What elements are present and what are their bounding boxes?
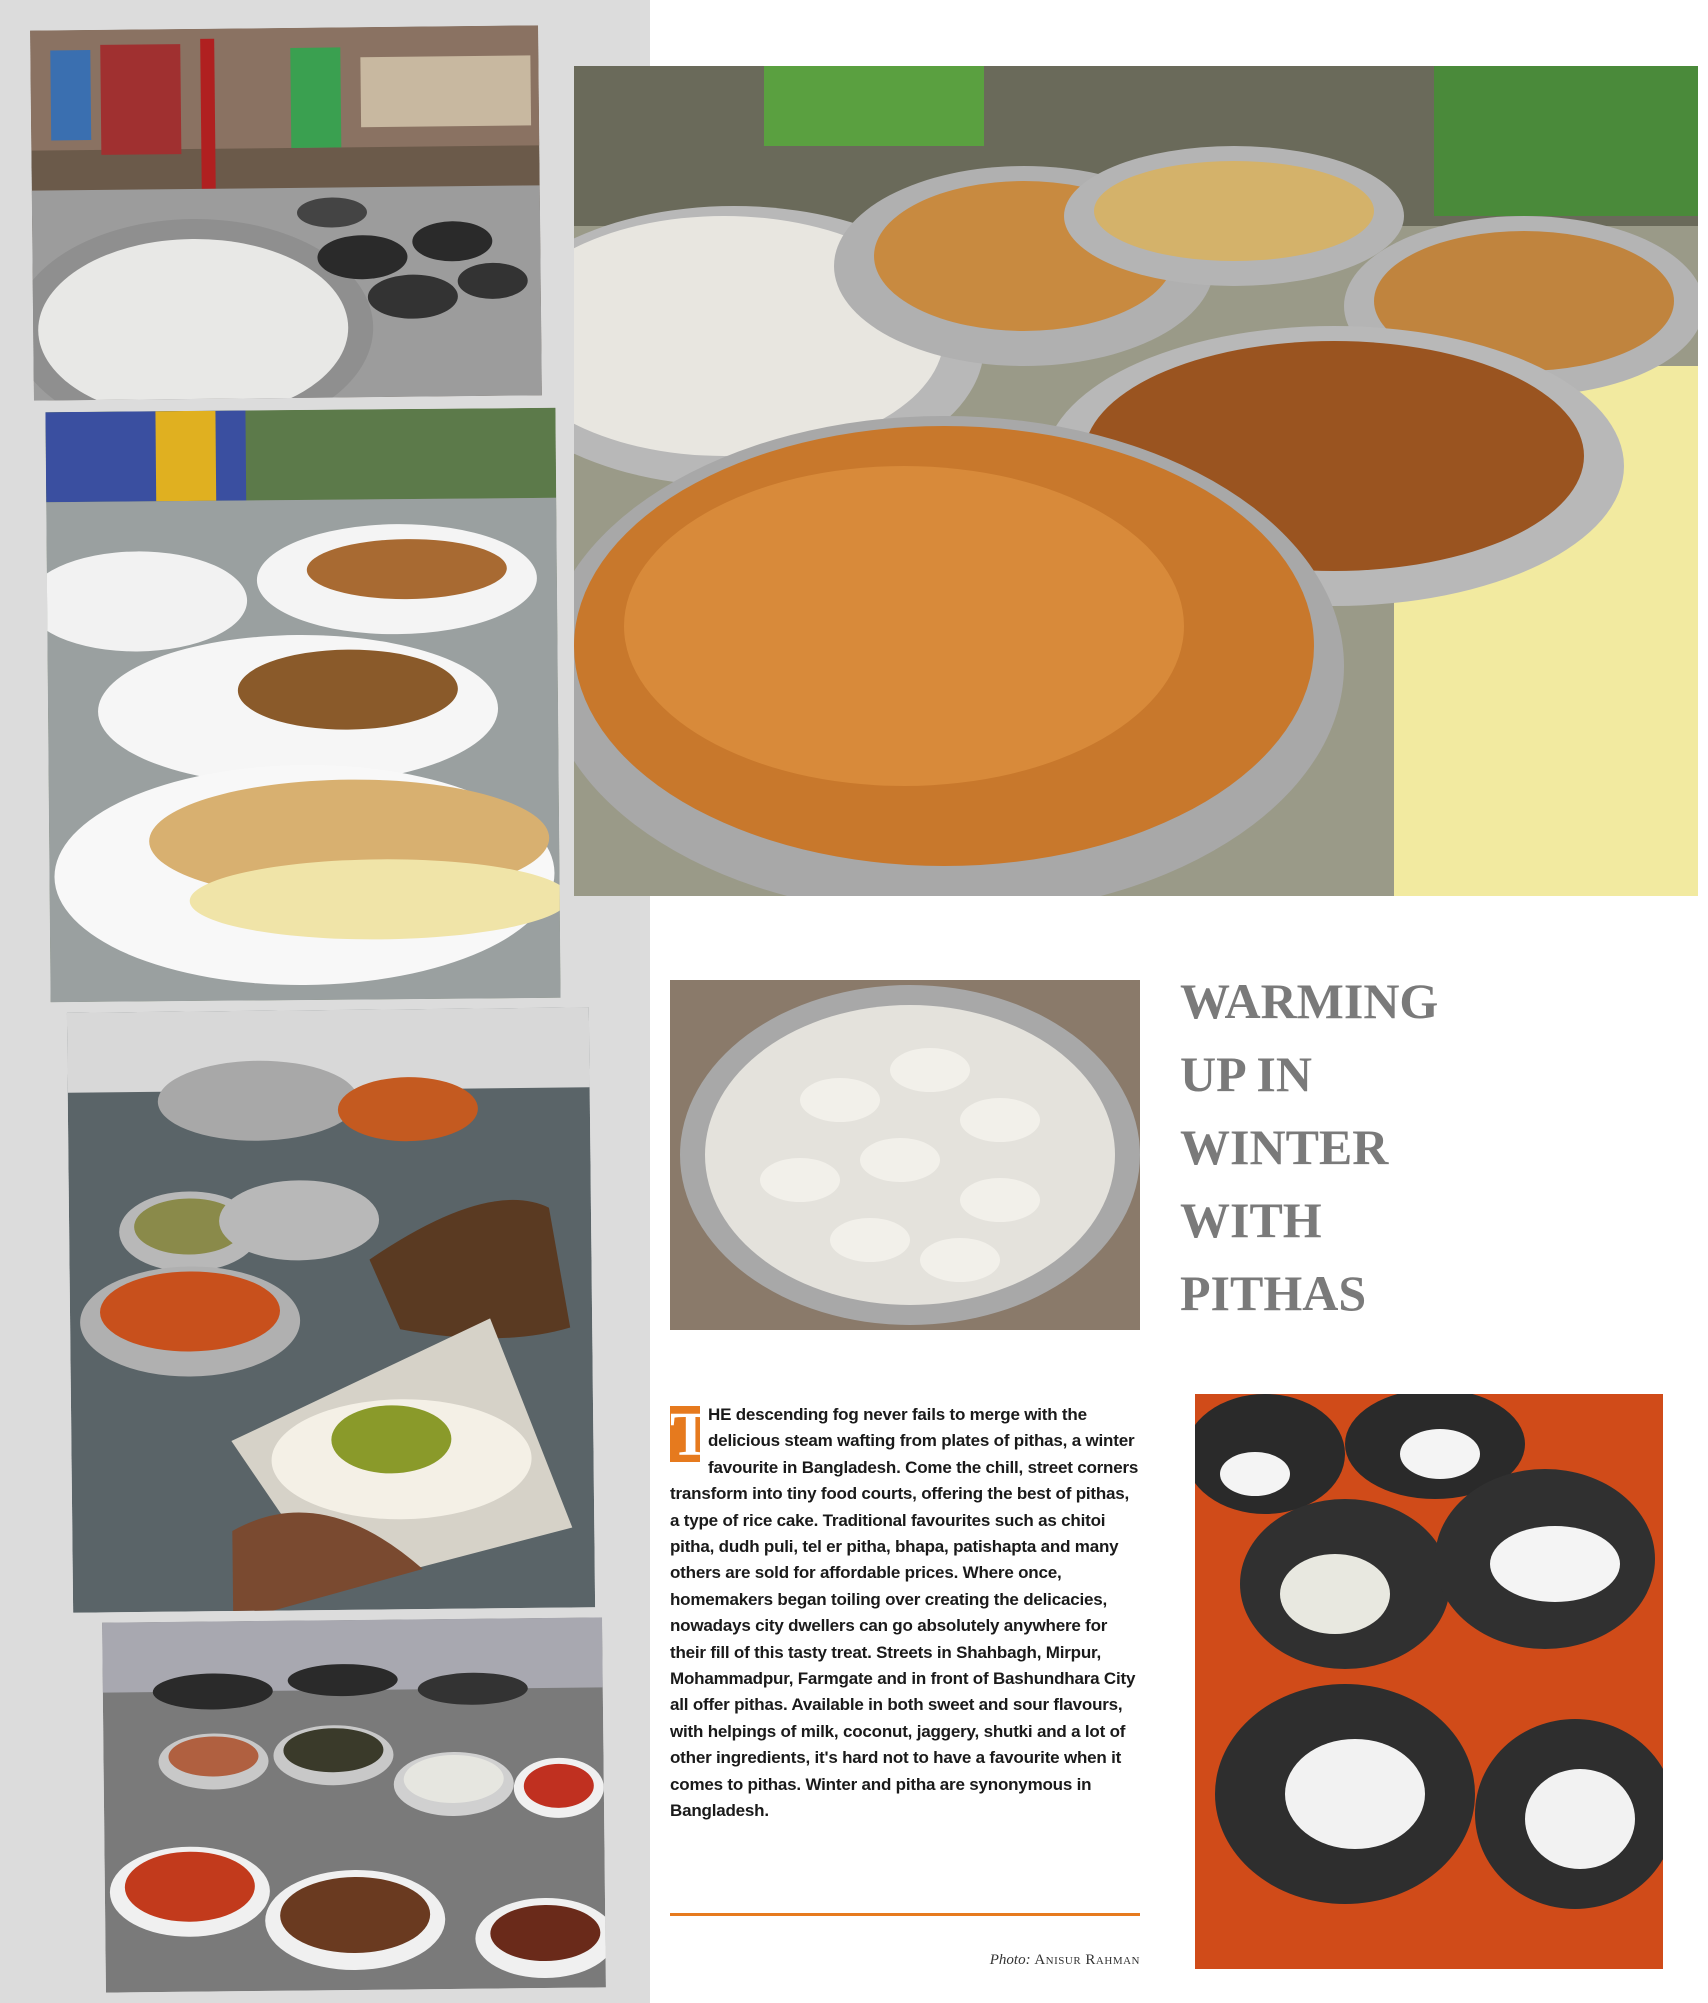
headline-line-3: WINTER — [1180, 1119, 1389, 1175]
photo-dudh-puli-platter — [670, 980, 1140, 1330]
article-text: HE descending fog never fails to merge with the delicious steam wafting from plates of pithas, a winter favourite in Bangladesh. Come the chill, street corners transform into tiny food courts, offering the best of pithas, a type of rice cake. Traditional favourites such as chitoi pitha, dudh puli, tel er pitha, bhapa, patishapta and many others are sold for affordable prices. Where once, homemakers began toiling over creating the delicacies, nowadays city dwellers can go absolutely anywhere for their fill of this tasty treat. Streets in Shahbagh, Mirpur, Mohammadpur, Farmgate and in front of Bashundhara City all offer pithas. Available in both sweet and sour flavours, with helpings of milk, coconut, jaggery, shutki and a lot of other ingredients, it's hard not to have a favourite when it comes to pithas. Winter and pitha are synonymous in Bangladesh. — [670, 1405, 1139, 1821]
photo-credit-name: Anisur Rahman — [1034, 1952, 1140, 1968]
orange-rule — [670, 1913, 1140, 1916]
photo-chitoi-on-fire — [1195, 1394, 1663, 1969]
photo-bhorta-pitha — [67, 1007, 595, 1612]
photo-credit-label: Photo: — [989, 1952, 1031, 1968]
headline-line-5: PITHAS — [1180, 1265, 1367, 1321]
headline-line-2: UP IN — [1180, 1046, 1312, 1102]
photo-pitha-platters — [574, 66, 1698, 896]
photo-street-stall — [30, 25, 542, 400]
headline-line-4: WITH — [1180, 1192, 1322, 1248]
photo-chutney-bowls — [102, 1617, 606, 1992]
drop-cap: T — [670, 1401, 712, 1469]
article-body — [670, 1402, 1140, 1825]
headline — [1180, 965, 1680, 1330]
headline-line-1: WARMING — [1180, 973, 1439, 1029]
photo-credit — [870, 1952, 1140, 1969]
photo-fried-pithas — [45, 408, 560, 1002]
